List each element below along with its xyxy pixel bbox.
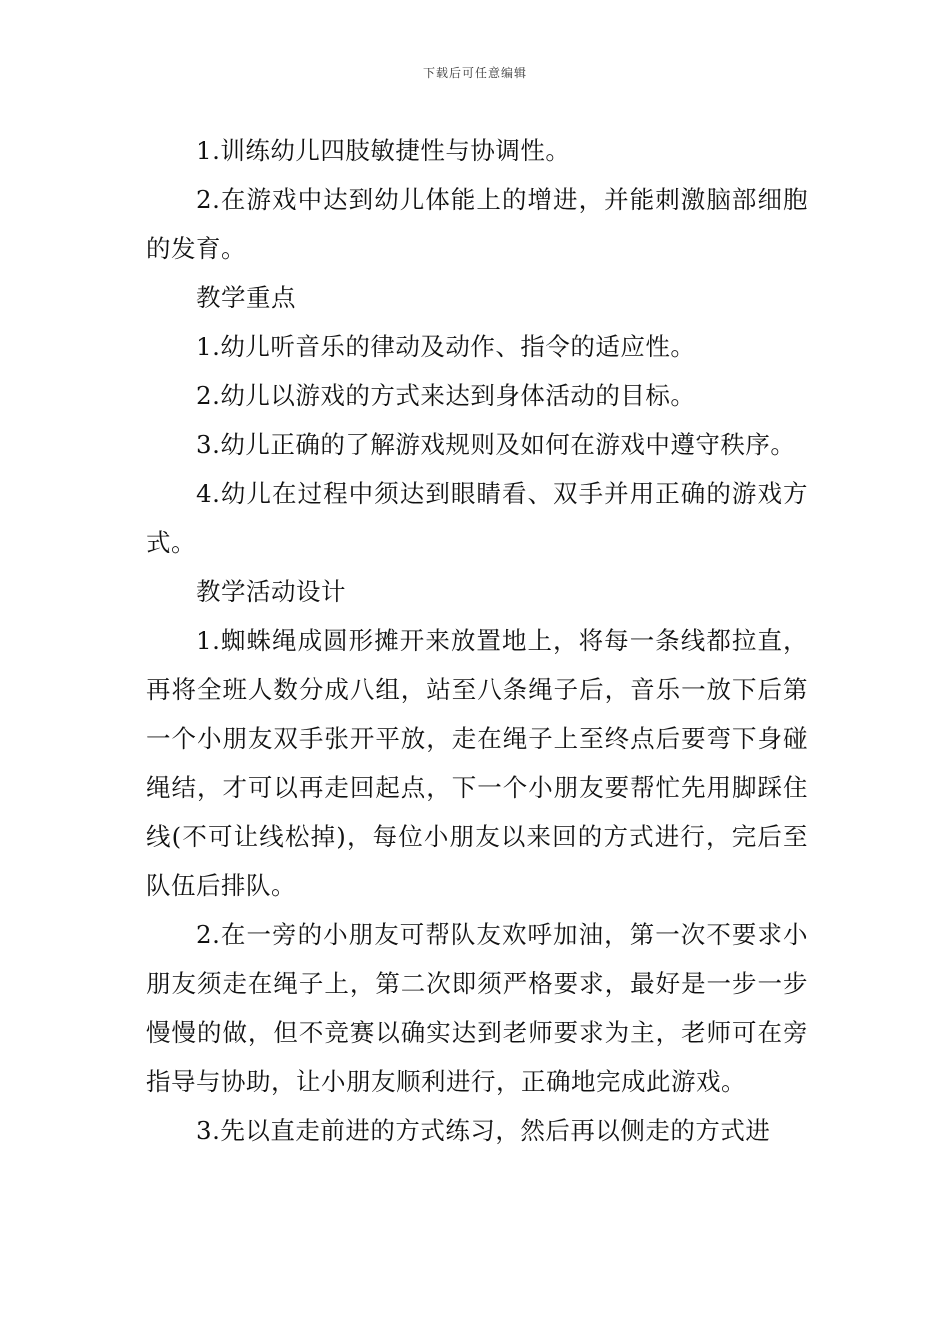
document-body	[146, 126, 808, 1155]
paragraph-focus-1: 1.幼儿听音乐的律动及动作、指令的适应性。	[196, 332, 696, 361]
paragraph-activity-1: 1.蜘蛛绳成圆形摊开来放置地上，将每一条线都拉直，再将全班人数分成八组，站至八条绳子后，音乐一放下后第一个小朋友双手张开平放，走在绳子上至终点后要弯下身碰绳结，才可以再走回起点，下一个小朋友要帮忙先用脚踩住线(不可让线松掉)，每位小朋友以来回的方式进行，完后至队伍后排队。	[146, 626, 808, 900]
paragraph-focus-4: 4.幼儿在过程中须达到眼睛看、双手并用正确的游戏方式。	[146, 479, 808, 557]
paragraph-activity-3: 3.先以直走前进的方式练习，然后再以侧走的方式进	[196, 1116, 771, 1145]
paragraph-activity-2: 2.在一旁的小朋友可帮队友欢呼加油，第一次不要求小朋友须走在绳子上，第二次即须严格要求，最好是一步一步慢慢的做，但不竞赛以确实达到老师要求为主，老师可在旁指导与协助，让小朋友顺利进行，正确地完成此游戏。	[146, 920, 808, 1096]
paragraph-focus-2: 2.幼儿以游戏的方式来达到身体活动的目标。	[196, 381, 696, 410]
page-header: 下载后可任意编辑	[422, 66, 527, 80]
section-heading-teaching-focus: 教学重点	[196, 283, 296, 312]
paragraph-focus-3: 3.幼儿正确的了解游戏规则及如何在游戏中遵守秩序。	[196, 430, 796, 459]
section-heading-activity-design: 教学活动设计	[196, 577, 346, 606]
paragraph-goal-1: 1.训练幼儿四肢敏捷性与协调性。	[196, 136, 571, 165]
paragraph-goal-2: 2.在游戏中达到幼儿体能上的增进，并能刺激脑部细胞的发育。	[146, 185, 808, 263]
